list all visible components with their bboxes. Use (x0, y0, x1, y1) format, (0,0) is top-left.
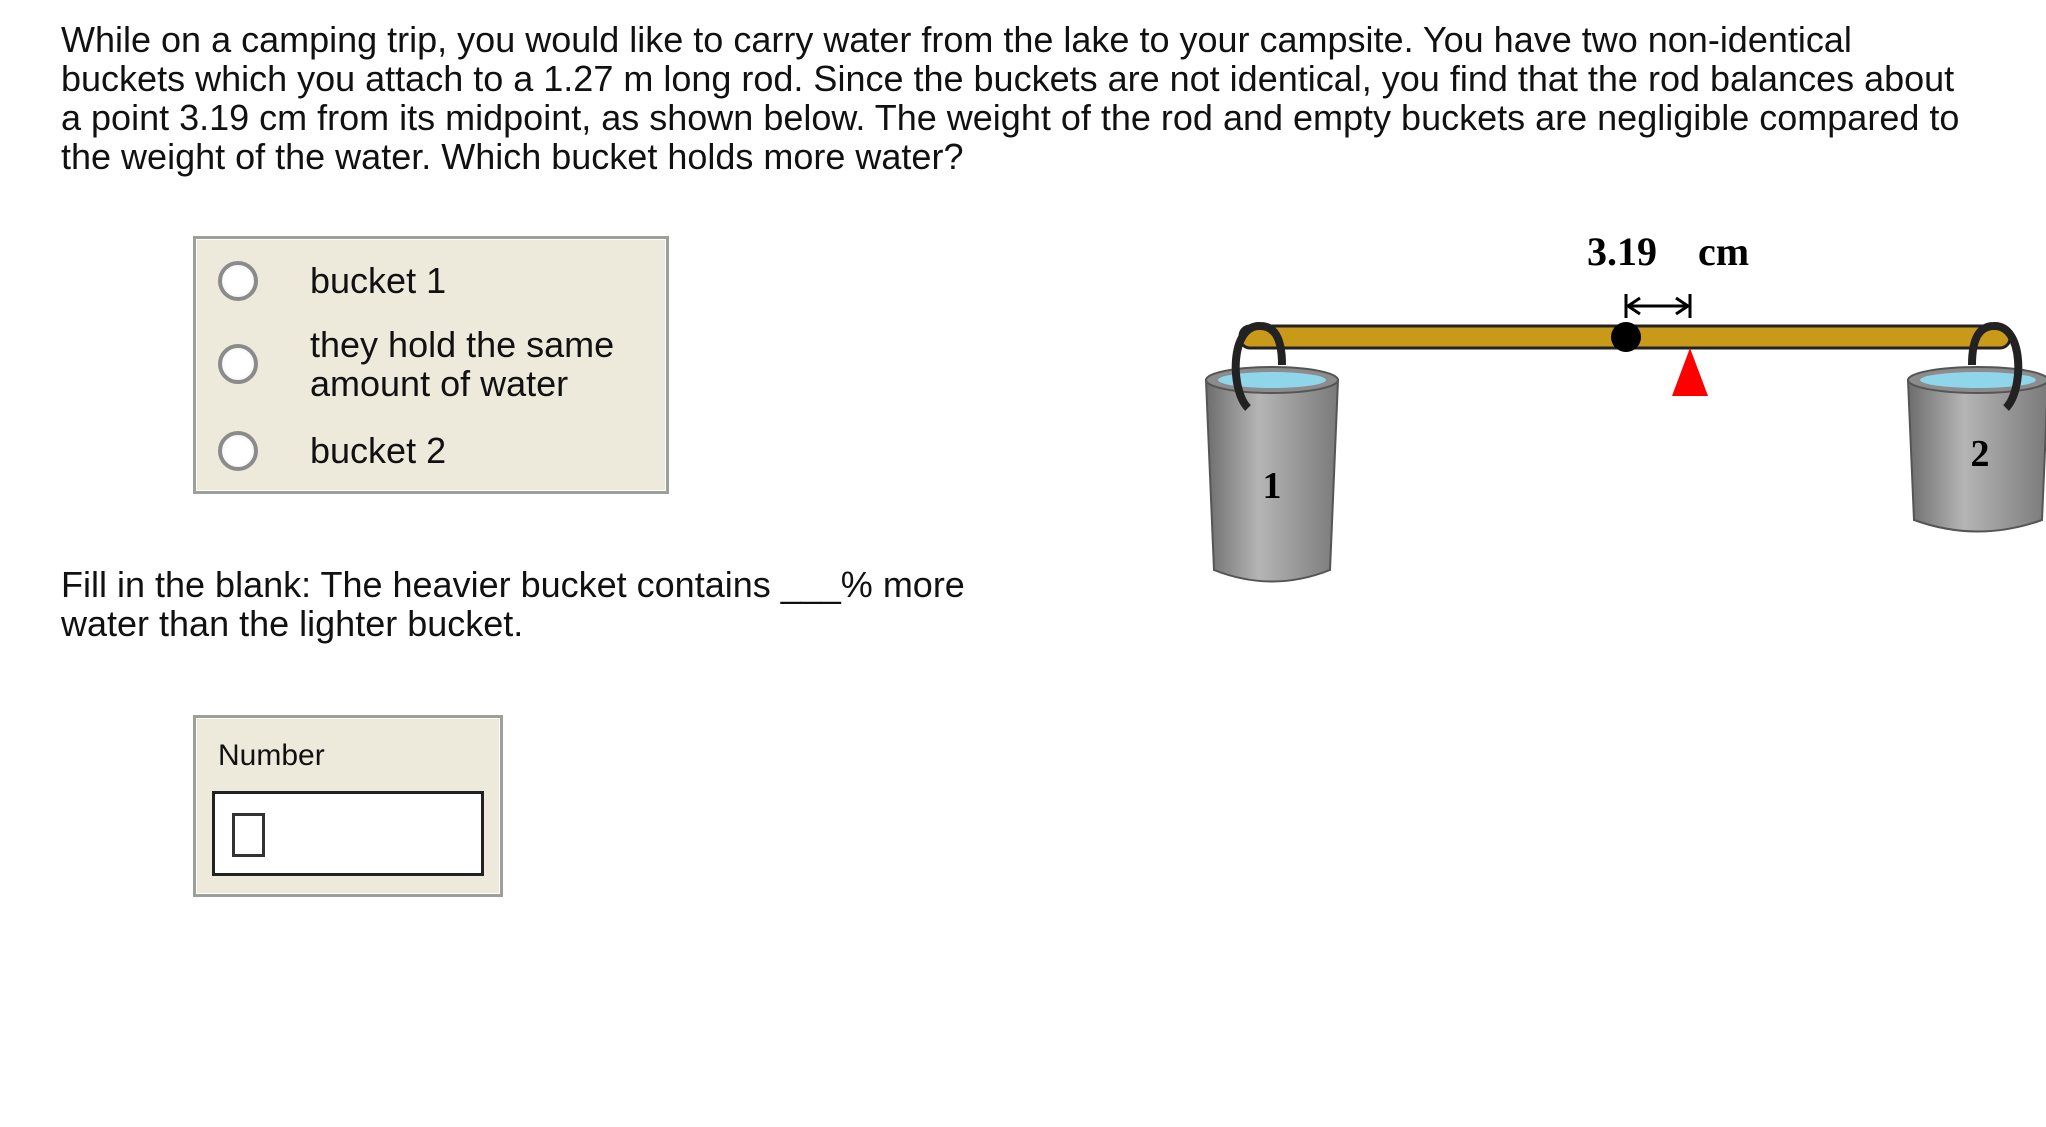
bucket-1-label: 1 (1262, 465, 1282, 507)
choice-label: bucket 2 (310, 430, 447, 471)
choice-bucket-2[interactable] (196, 427, 666, 477)
number-answer-box (193, 715, 503, 897)
radio-button[interactable] (218, 431, 258, 471)
number-input[interactable] (212, 791, 484, 876)
bucket-1 (1206, 367, 1338, 582)
offset-dimension-arrow (1626, 294, 1690, 318)
question-text: While on a camping trip, you would like to carry water from the lake to your campsite. You have two non-identical buckets which you attach to a 1.27 m long rod. Since the buckets are not identical, you find that the rod balances about a point 3.19 cm from its midpoint, as shown below. The weight of the rod and empty buckets are negligible compared to the weight of the water. Which bucket holds more water? (61, 19, 1960, 177)
answer-choices (193, 236, 669, 494)
fulcrum-triangle (1672, 348, 1708, 396)
choice-label: bucket 1 (310, 260, 447, 301)
radio-button[interactable] (218, 261, 258, 301)
choice-same-amount[interactable] (196, 322, 666, 407)
number-label: Number (218, 739, 325, 772)
radio-button[interactable] (218, 344, 258, 384)
rod-and-buckets-diagram (1190, 230, 2046, 630)
offset-value: 3.19 (1587, 230, 1657, 274)
offset-unit: cm (1698, 230, 1750, 274)
bucket-2 (1908, 367, 2046, 532)
fill-in-text: Fill in the blank: The heavier bucket contains ___% more water than the lighter bucket. (61, 564, 965, 644)
bucket-2-label: 2 (1970, 433, 1990, 475)
choice-bucket-1[interactable] (196, 257, 666, 307)
rod-midpoint-dot (1611, 322, 1641, 352)
choice-label: they hold the same amount of water (310, 324, 615, 404)
